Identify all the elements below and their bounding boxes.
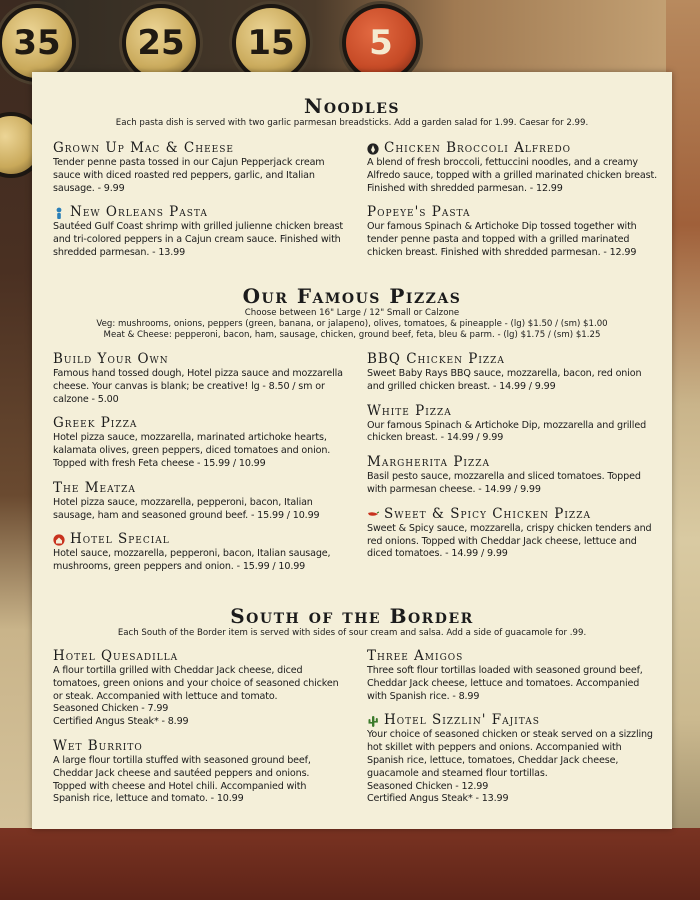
menu-item	[53, 648, 345, 729]
item-name: The Meatza	[53, 479, 136, 496]
right-column	[367, 351, 657, 583]
border-header	[32, 604, 672, 639]
item-description: Basil pesto sauce, mozzarella and sliced tomatoes. Topped with parmesan cheese. - 14.99 / 9.99	[367, 471, 641, 495]
item-description: A large flour tortilla stuffed with seasoned ground beef, Cheddar Jack cheese and sautéed peppers and onions. Topped with cheese and Hotel chili. Accompanied with Spanish rice, lettuce and tomato. - 10.99	[53, 754, 311, 805]
item-description: Hotel sauce, mozzarella, pepperoni, bacon, Italian sausage, mushrooms, green peppers and onion. - 15.99 / 10.99	[53, 548, 331, 573]
item-name: New Orleans Pasta	[70, 204, 208, 221]
item-description: Sautéed Gulf Coast shrimp with grilled julienne chicken breast and tri-colored peppers in a Cajun cream sauce. Finished with shredded parmesan. - 13.99	[53, 221, 343, 258]
menu-page	[32, 72, 672, 829]
item-description: Our famous Spinach & Artichoke Dip, mozzarella and grilled chicken breast. - 14.99 / 9.99	[367, 419, 647, 444]
item-name: Grown Up Mac & Cheese	[53, 140, 234, 156]
menu-item	[367, 648, 657, 703]
section-title: Our Famous Pizzas	[242, 284, 462, 308]
left-column	[53, 351, 345, 583]
pizzas-items	[53, 351, 657, 583]
menu-item	[367, 204, 657, 259]
section-subtitle: Each pasta dish is served with two garlic parmesan breadsticks. Add a garden salad for 1.99. Caesar for 2.99.	[115, 118, 589, 128]
item-name: Chicken Broccoli Alfredo	[384, 140, 572, 156]
menu-item	[53, 140, 345, 195]
item-name: Wet Burrito	[53, 737, 143, 754]
menu-item	[367, 403, 657, 446]
item-name: Greek Pizza	[53, 415, 138, 432]
left-column	[53, 140, 345, 269]
item-description: Hotel pizza sauce, mozzarella, pepperoni, bacon, Italian sausage, ham and seasoned ground beef. - 15.99 / 10.99	[53, 496, 320, 521]
item-name: Hotel Special	[70, 531, 170, 548]
section-subtitle: Meat & Cheese: pepperoni, bacon, ham, sausage, chicken, ground beef, feta, bleu & parm. - (lg) $1.75 / (sm) $1.25	[103, 330, 601, 340]
menu-item	[53, 480, 345, 523]
section-title: South of the Border	[230, 604, 474, 628]
menu-item	[53, 415, 345, 470]
menu-item	[53, 531, 345, 574]
left-column	[53, 648, 345, 815]
cactus-icon	[367, 715, 379, 727]
item-description: A blend of fresh broccoli, fettuccini noodles, and a creamy Alfredo sauce, topped with a grilled marinated chicken breast. Finished with shredded parmesan. - 12.99	[367, 157, 657, 194]
noodles-header	[32, 94, 672, 129]
item-name: Hotel Sizzlin' Fajitas	[384, 712, 540, 729]
item-price: Certified Angus Steak* - 13.99	[367, 793, 509, 805]
chili-pepper-icon	[367, 508, 379, 520]
pizzas-header	[32, 284, 672, 341]
house-favorite-icon	[53, 534, 65, 546]
bingo-tile: 15	[232, 4, 310, 82]
item-name: Sweet & Spicy Chicken Pizza	[384, 505, 591, 522]
section-title: Noodles	[304, 94, 400, 118]
item-description: Sweet Baby Rays BBQ sauce, mozzarella, bacon, red onion and grilled chicken breast. - 14.99 / 9.99	[367, 368, 642, 392]
item-description: Your choice of seasoned chicken or steak served on a sizzling hot skillet with peppers and onions. Accompanied with Spanish rice, lettuce, tomatoes, Cheddar Jack cheese, guacamole and steamed flour tortillas.	[367, 729, 653, 779]
item-description: Hotel pizza sauce, mozzarella, marinated artichoke hearts, kalamata olives, green peppers, diced tomatoes and onion. Topped with fresh Feta cheese - 15.99 / 10.99	[53, 432, 331, 469]
menu-item	[53, 351, 345, 406]
menu-item	[53, 738, 345, 806]
bingo-tile: 35	[0, 4, 76, 82]
item-name: Build Your Own	[53, 351, 169, 367]
specialty-icon	[367, 143, 379, 155]
right-column	[367, 648, 657, 815]
menu-item	[367, 351, 657, 394]
item-description: Sweet & Spicy sauce, mozzarella, crispy chicken tenders and red onions. Topped with Cheddar Jack cheese, lettuce and diced tomatoes. - 14.99 / 9.99	[367, 522, 652, 560]
menu-item	[367, 454, 657, 497]
section-subtitle: Veg: mushrooms, onions, peppers (green, banana, or jalapeno), olives, tomatoes, & pineapple - (lg) $1.50 / (sm) $1.00	[96, 319, 608, 329]
item-description: A flour tortilla grilled with Cheddar Jack cheese, diced tomatoes, green onions and your choice of seasoned chicken or steak. Accompanied with lettuce and tomato.	[53, 665, 339, 702]
item-name: White Pizza	[367, 402, 452, 419]
menu-item	[53, 204, 345, 259]
menu-item	[367, 712, 657, 806]
item-description: Tender penne pasta tossed in our Cajun Pepperjack cream sauce with diced roasted red peppers, garlic, and Italian sausage. - 9.99	[53, 157, 325, 194]
section-subtitle: Each South of the Border item is served with sides of sour cream and salsa. Add a side of guacamole for .99.	[117, 628, 587, 638]
menu-item	[367, 140, 657, 195]
item-name: Three Amigos	[367, 648, 464, 664]
bingo-tile: 5	[342, 4, 420, 82]
item-name: Hotel Quesadilla	[53, 648, 179, 664]
item-name: Popeye's Pasta	[367, 204, 471, 221]
item-name: BBQ Chicken Pizza	[367, 351, 505, 367]
border-items	[53, 648, 657, 815]
item-description: Our famous Spinach & Artichoke Dip tossed together with tender penne pasta and topped with a grilled marinated chicken breast. Finished with shredded parmesan. - 12.99	[367, 221, 637, 258]
item-price: Seasoned Chicken - 12.99	[367, 780, 489, 792]
info-icon	[53, 207, 65, 219]
bingo-tile: 25	[122, 4, 200, 82]
item-price: Seasoned Chicken - 7.99	[53, 703, 169, 715]
noodles-items	[53, 140, 657, 269]
right-column	[367, 140, 657, 269]
item-name: Margherita Pizza	[367, 454, 490, 471]
item-description: Three soft flour tortillas loaded with seasoned ground beef, Cheddar Jack cheese, lettuce and tomatoes. Accompanied with Spanish rice. - 8.99	[367, 665, 643, 702]
section-subtitle: Choose between 16" Large / 12" Small or Calzone	[244, 308, 460, 318]
item-price: Certified Angus Steak* - 8.99	[53, 716, 189, 728]
background-bottom	[0, 828, 700, 900]
item-description: Famous hand tossed dough, Hotel pizza sauce and mozzarella cheese. Your canvas is blank; be creative! lg - 8.50 / sm or calzone - 5.00	[53, 368, 343, 405]
menu-item	[367, 506, 657, 561]
